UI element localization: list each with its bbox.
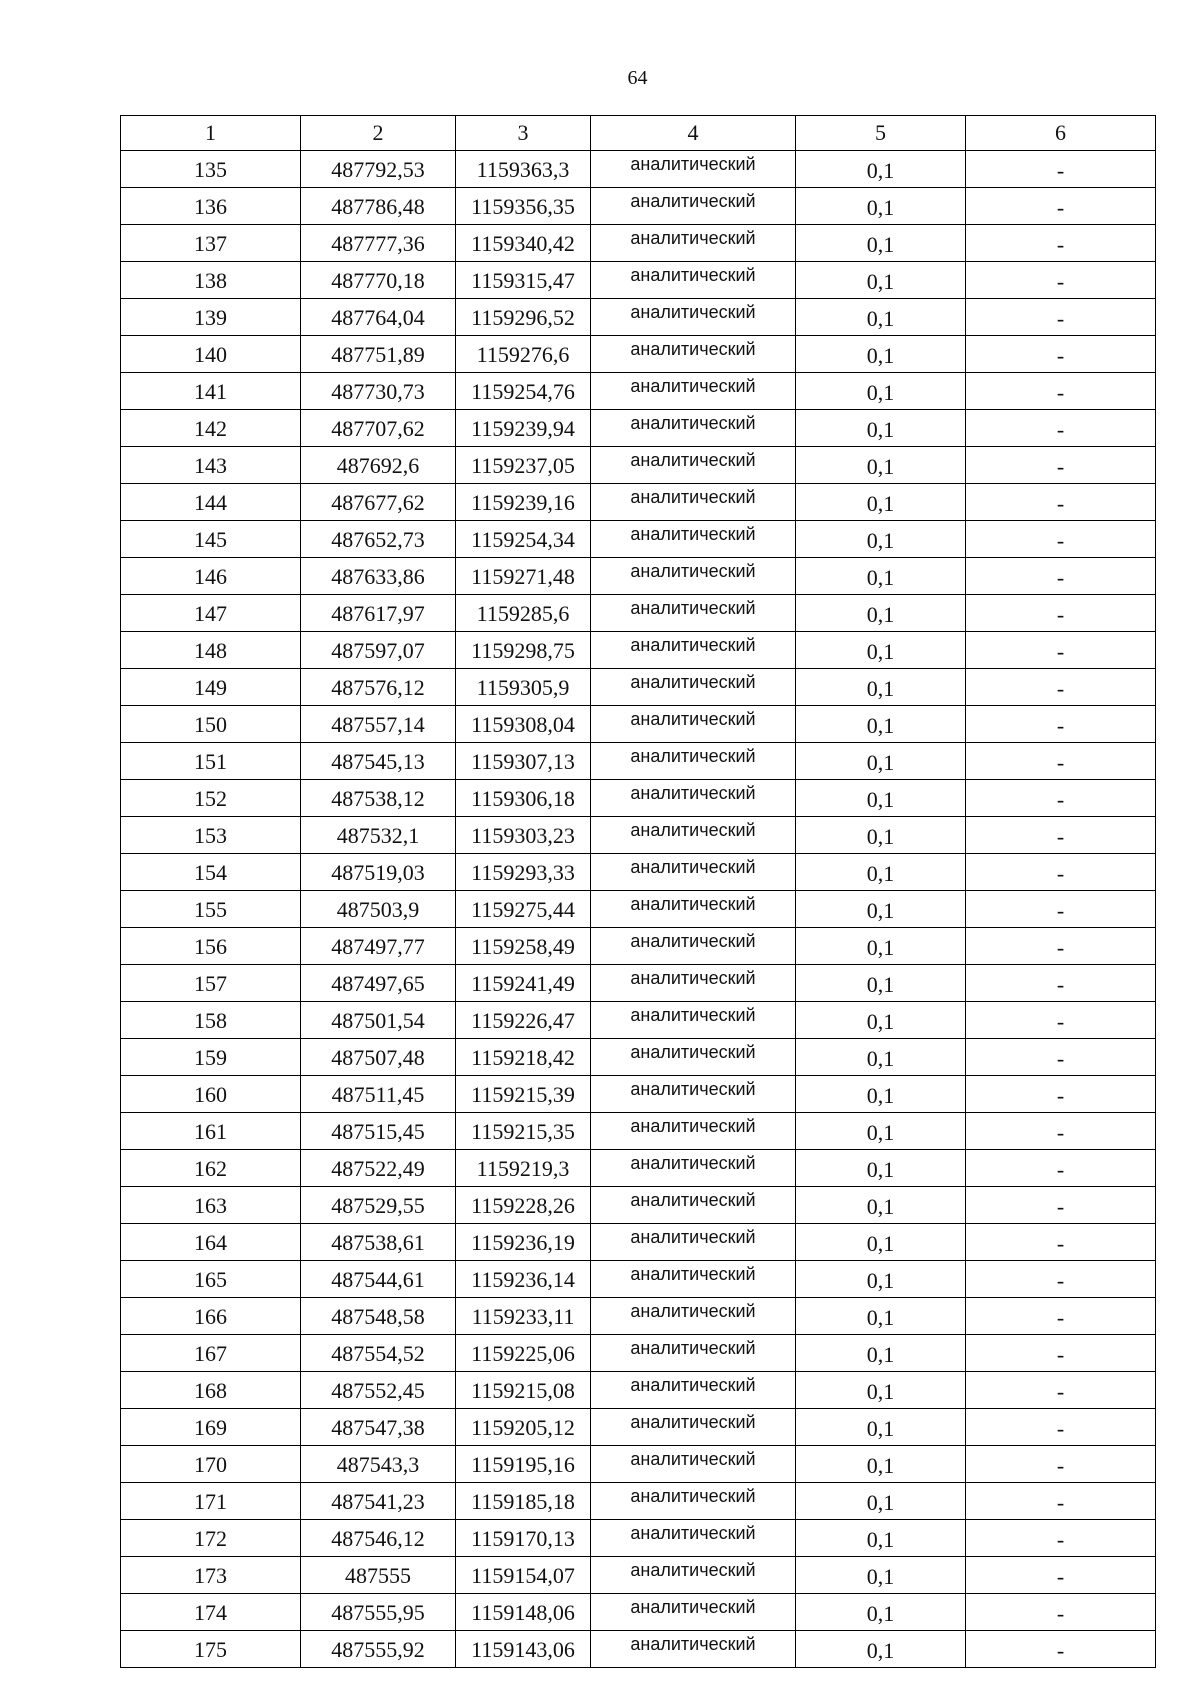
table-cell-col-5: 0,1: [796, 1002, 966, 1039]
table-cell-col-4: аналитический: [591, 891, 796, 928]
table-cell-col-2: 487548,58: [301, 1298, 456, 1335]
table-cell-col-3: 1159205,12: [456, 1409, 591, 1446]
table-cell-col-5: 0,1: [796, 1594, 966, 1631]
table-cell-col-4: аналитический: [591, 1446, 796, 1483]
table-cell-col-5: 0,1: [796, 595, 966, 632]
table-row: [121, 817, 1156, 854]
table-cell-col-2: 487541,23: [301, 1483, 456, 1520]
table-cell-col-4: аналитический: [591, 1298, 796, 1335]
table-cell-col-6: -: [966, 1187, 1156, 1224]
table-cell-col-3: 1159236,19: [456, 1224, 591, 1261]
table-cell-col-2: 487597,07: [301, 632, 456, 669]
table-cell-col-4: аналитический: [591, 928, 796, 965]
table-cell-col-6: -: [966, 817, 1156, 854]
table-cell-col-1: 155: [121, 891, 301, 928]
table-row: [121, 1150, 1156, 1187]
table-cell-col-6: -: [966, 1224, 1156, 1261]
table-cell-col-1: 166: [121, 1298, 301, 1335]
table-cell-col-1: 152: [121, 780, 301, 817]
table-row: [121, 706, 1156, 743]
table-cell-col-2: 487545,13: [301, 743, 456, 780]
table-cell-col-6: -: [966, 1520, 1156, 1557]
table-cell-col-3: 1159293,33: [456, 854, 591, 891]
table-cell-col-1: 161: [121, 1113, 301, 1150]
table-cell-col-1: 151: [121, 743, 301, 780]
table-cell-col-4: аналитический: [591, 299, 796, 336]
table-cell-col-3: 1159356,35: [456, 188, 591, 225]
table-cell-col-6: -: [966, 1113, 1156, 1150]
table-cell-col-1: 136: [121, 188, 301, 225]
table-cell-col-6: -: [966, 891, 1156, 928]
table-cell-col-3: 1159275,44: [456, 891, 591, 928]
table-cell-col-2: 487532,1: [301, 817, 456, 854]
table-cell-col-3: 1159254,76: [456, 373, 591, 410]
table-cell-col-4: аналитический: [591, 595, 796, 632]
table-cell-col-3: 1159148,06: [456, 1594, 591, 1631]
table-cell-col-5: 0,1: [796, 1076, 966, 1113]
table-cell-col-1: 157: [121, 965, 301, 1002]
table-cell-col-3: 1159215,39: [456, 1076, 591, 1113]
table-cell-col-3: 1159143,06: [456, 1631, 591, 1668]
table-cell-col-2: 487547,38: [301, 1409, 456, 1446]
table-cell-col-5: 0,1: [796, 891, 966, 928]
table-cell-col-6: -: [966, 410, 1156, 447]
table-cell-col-5: 0,1: [796, 965, 966, 1002]
table-cell-col-2: 487507,48: [301, 1039, 456, 1076]
table-cell-col-5: 0,1: [796, 484, 966, 521]
table-cell-col-6: -: [966, 188, 1156, 225]
table-cell-col-5: 0,1: [796, 151, 966, 188]
table-header-cell-col-5: 5: [796, 116, 966, 151]
table-cell-col-1: 162: [121, 1150, 301, 1187]
table-row: [121, 928, 1156, 965]
table-cell-col-5: 0,1: [796, 1483, 966, 1520]
table-header-cell-col-4: 4: [591, 116, 796, 151]
table-cell-col-5: 0,1: [796, 1409, 966, 1446]
coordinates-table: [120, 115, 1156, 1668]
table-cell-col-6: -: [966, 780, 1156, 817]
table-cell-col-4: аналитический: [591, 1150, 796, 1187]
table-cell-col-1: 158: [121, 1002, 301, 1039]
table-cell-col-4: аналитический: [591, 188, 796, 225]
table-row: [121, 1298, 1156, 1335]
table-header: [121, 116, 1156, 151]
table-cell-col-4: аналитический: [591, 1594, 796, 1631]
table-cell-col-1: 165: [121, 1261, 301, 1298]
table-cell-col-1: 141: [121, 373, 301, 410]
table-cell-col-6: -: [966, 854, 1156, 891]
table-body: [121, 151, 1156, 1668]
table-cell-col-3: 1159154,07: [456, 1557, 591, 1594]
table-cell-col-3: 1159185,18: [456, 1483, 591, 1520]
table-row: [121, 854, 1156, 891]
table-cell-col-2: 487538,61: [301, 1224, 456, 1261]
table-row: [121, 1039, 1156, 1076]
table-cell-col-4: аналитический: [591, 1409, 796, 1446]
table-row: [121, 1224, 1156, 1261]
table-cell-col-1: 174: [121, 1594, 301, 1631]
table-row: [121, 373, 1156, 410]
table-cell-col-4: аналитический: [591, 1113, 796, 1150]
table-cell-col-2: 487511,45: [301, 1076, 456, 1113]
table-cell-col-4: аналитический: [591, 817, 796, 854]
table-cell-col-6: -: [966, 1557, 1156, 1594]
table-cell-col-3: 1159241,49: [456, 965, 591, 1002]
table-cell-col-3: 1159236,14: [456, 1261, 591, 1298]
table-cell-col-6: -: [966, 1261, 1156, 1298]
table-cell-col-6: -: [966, 1594, 1156, 1631]
table-cell-col-5: 0,1: [796, 743, 966, 780]
table-row: [121, 595, 1156, 632]
table-cell-col-6: -: [966, 447, 1156, 484]
table-cell-col-3: 1159363,3: [456, 151, 591, 188]
table-cell-col-5: 0,1: [796, 1150, 966, 1187]
table-cell-col-3: 1159340,42: [456, 225, 591, 262]
table-cell-col-3: 1159239,16: [456, 484, 591, 521]
table-cell-col-5: 0,1: [796, 817, 966, 854]
table-cell-col-2: 487764,04: [301, 299, 456, 336]
table-cell-col-2: 487730,73: [301, 373, 456, 410]
table-cell-col-6: -: [966, 1076, 1156, 1113]
table-row: [121, 1261, 1156, 1298]
table-row: [121, 632, 1156, 669]
table-cell-col-5: 0,1: [796, 558, 966, 595]
table-cell-col-3: 1159303,23: [456, 817, 591, 854]
table-cell-col-6: -: [966, 965, 1156, 1002]
table-cell-col-5: 0,1: [796, 225, 966, 262]
table-header-row: [121, 116, 1156, 151]
table-cell-col-4: аналитический: [591, 1261, 796, 1298]
table-cell-col-5: 0,1: [796, 1372, 966, 1409]
table-row: [121, 965, 1156, 1002]
table-cell-col-4: аналитический: [591, 743, 796, 780]
table-cell-col-1: 156: [121, 928, 301, 965]
table-cell-col-4: аналитический: [591, 410, 796, 447]
table-cell-col-1: 175: [121, 1631, 301, 1668]
table-cell-col-6: -: [966, 1002, 1156, 1039]
table-cell-col-5: 0,1: [796, 410, 966, 447]
table-cell-col-4: аналитический: [591, 1039, 796, 1076]
table-cell-col-1: 148: [121, 632, 301, 669]
table-cell-col-2: 487522,49: [301, 1150, 456, 1187]
table-cell-col-3: 1159308,04: [456, 706, 591, 743]
table-cell-col-3: 1159239,94: [456, 410, 591, 447]
table-cell-col-2: 487576,12: [301, 669, 456, 706]
table-row: [121, 1520, 1156, 1557]
table-cell-col-4: аналитический: [591, 336, 796, 373]
table-cell-col-6: -: [966, 1150, 1156, 1187]
table-cell-col-1: 145: [121, 521, 301, 558]
table-header-cell-col-3: 3: [456, 116, 591, 151]
table-cell-col-1: 154: [121, 854, 301, 891]
table-cell-col-1: 143: [121, 447, 301, 484]
table-cell-col-5: 0,1: [796, 262, 966, 299]
table-cell-col-1: 144: [121, 484, 301, 521]
table-cell-col-2: 487497,65: [301, 965, 456, 1002]
table-cell-col-4: аналитический: [591, 225, 796, 262]
table-cell-col-6: -: [966, 1335, 1156, 1372]
table-cell-col-1: 163: [121, 1187, 301, 1224]
table-cell-col-1: 146: [121, 558, 301, 595]
table-cell-col-2: 487557,14: [301, 706, 456, 743]
table-cell-col-5: 0,1: [796, 632, 966, 669]
table-cell-col-5: 0,1: [796, 1261, 966, 1298]
table-row: [121, 521, 1156, 558]
table-row: [121, 1076, 1156, 1113]
table-cell-col-5: 0,1: [796, 521, 966, 558]
table-row: [121, 669, 1156, 706]
table-cell-col-4: аналитический: [591, 965, 796, 1002]
table-cell-col-5: 0,1: [796, 336, 966, 373]
table-cell-col-6: -: [966, 928, 1156, 965]
table-cell-col-6: -: [966, 1039, 1156, 1076]
table-cell-col-1: 147: [121, 595, 301, 632]
table-cell-col-3: 1159271,48: [456, 558, 591, 595]
table-cell-col-4: аналитический: [591, 1187, 796, 1224]
table-cell-col-2: 487543,3: [301, 1446, 456, 1483]
table-cell-col-2: 487692,6: [301, 447, 456, 484]
table-row: [121, 1372, 1156, 1409]
table-cell-col-3: 1159225,06: [456, 1335, 591, 1372]
table-cell-col-3: 1159307,13: [456, 743, 591, 780]
table-cell-col-6: -: [966, 1298, 1156, 1335]
table-cell-col-4: аналитический: [591, 447, 796, 484]
table-cell-col-2: 487792,53: [301, 151, 456, 188]
table-cell-col-3: 1159258,49: [456, 928, 591, 965]
table-cell-col-3: 1159285,6: [456, 595, 591, 632]
table-cell-col-4: аналитический: [591, 1631, 796, 1668]
table-row: [121, 891, 1156, 928]
table-cell-col-6: -: [966, 1372, 1156, 1409]
table-cell-col-2: 487503,9: [301, 891, 456, 928]
table-cell-col-1: 142: [121, 410, 301, 447]
table-cell-col-4: аналитический: [591, 1224, 796, 1261]
table-cell-col-2: 487770,18: [301, 262, 456, 299]
table-cell-col-3: 1159195,16: [456, 1446, 591, 1483]
table-cell-col-4: аналитический: [591, 632, 796, 669]
table-cell-col-3: 1159306,18: [456, 780, 591, 817]
table-cell-col-1: 159: [121, 1039, 301, 1076]
table-cell-col-2: 487677,62: [301, 484, 456, 521]
table-cell-col-5: 0,1: [796, 1520, 966, 1557]
table-cell-col-2: 487497,77: [301, 928, 456, 965]
table-cell-col-4: аналитический: [591, 1483, 796, 1520]
table-cell-col-5: 0,1: [796, 1298, 966, 1335]
table-cell-col-5: 0,1: [796, 706, 966, 743]
table-cell-col-1: 137: [121, 225, 301, 262]
table-row: [121, 336, 1156, 373]
table-row: [121, 188, 1156, 225]
table-cell-col-5: 0,1: [796, 928, 966, 965]
table-cell-col-3: 1159215,35: [456, 1113, 591, 1150]
table-row: [121, 1409, 1156, 1446]
table-cell-col-2: 487786,48: [301, 188, 456, 225]
table-cell-col-5: 0,1: [796, 1039, 966, 1076]
table-cell-col-2: 487552,45: [301, 1372, 456, 1409]
table-cell-col-2: 487617,97: [301, 595, 456, 632]
table-cell-col-2: 487529,55: [301, 1187, 456, 1224]
table-cell-col-2: 487555,92: [301, 1631, 456, 1668]
table-cell-col-2: 487554,52: [301, 1335, 456, 1372]
table-cell-col-1: 172: [121, 1520, 301, 1557]
table-cell-col-2: 487707,62: [301, 410, 456, 447]
table-cell-col-6: -: [966, 1631, 1156, 1668]
table-cell-col-3: 1159315,47: [456, 262, 591, 299]
table-cell-col-2: 487633,86: [301, 558, 456, 595]
table-cell-col-6: -: [966, 669, 1156, 706]
table-cell-col-2: 487544,61: [301, 1261, 456, 1298]
table-cell-col-1: 167: [121, 1335, 301, 1372]
table-header-cell-col-2: 2: [301, 116, 456, 151]
table-cell-col-4: аналитический: [591, 706, 796, 743]
table-cell-col-4: аналитический: [591, 262, 796, 299]
table-cell-col-5: 0,1: [796, 1446, 966, 1483]
table-row: [121, 780, 1156, 817]
table-cell-col-6: -: [966, 706, 1156, 743]
table-header-cell-col-6: 6: [966, 116, 1156, 151]
table-cell-col-3: 1159237,05: [456, 447, 591, 484]
table-cell-col-1: 150: [121, 706, 301, 743]
table-cell-col-1: 171: [121, 1483, 301, 1520]
table-cell-col-1: 135: [121, 151, 301, 188]
table-row: [121, 151, 1156, 188]
table-cell-col-4: аналитический: [591, 558, 796, 595]
table-cell-col-1: 140: [121, 336, 301, 373]
table-cell-col-5: 0,1: [796, 1224, 966, 1261]
table-cell-col-1: 173: [121, 1557, 301, 1594]
table-row: [121, 1483, 1156, 1520]
table-row: [121, 484, 1156, 521]
table-cell-col-5: 0,1: [796, 1187, 966, 1224]
table-cell-col-3: 1159215,08: [456, 1372, 591, 1409]
table-cell-col-4: аналитический: [591, 669, 796, 706]
table-cell-col-1: 160: [121, 1076, 301, 1113]
table-cell-col-2: 487652,73: [301, 521, 456, 558]
table-row: [121, 262, 1156, 299]
table-cell-col-5: 0,1: [796, 188, 966, 225]
table-cell-col-2: 487751,89: [301, 336, 456, 373]
table-cell-col-5: 0,1: [796, 1631, 966, 1668]
table-row: [121, 1557, 1156, 1594]
table-cell-col-5: 0,1: [796, 1557, 966, 1594]
table-cell-col-4: аналитический: [591, 484, 796, 521]
table-cell-col-2: 487501,54: [301, 1002, 456, 1039]
table-cell-col-1: 168: [121, 1372, 301, 1409]
table-cell-col-1: 153: [121, 817, 301, 854]
table-cell-col-3: 1159298,75: [456, 632, 591, 669]
table-cell-col-4: аналитический: [591, 373, 796, 410]
table-cell-col-5: 0,1: [796, 780, 966, 817]
table-cell-col-5: 0,1: [796, 854, 966, 891]
table-cell-col-1: 164: [121, 1224, 301, 1261]
table-cell-col-6: -: [966, 595, 1156, 632]
table-cell-col-2: 487777,36: [301, 225, 456, 262]
table-cell-col-3: 1159233,11: [456, 1298, 591, 1335]
table-row: [121, 410, 1156, 447]
table-cell-col-3: 1159218,42: [456, 1039, 591, 1076]
table-cell-col-6: -: [966, 521, 1156, 558]
table-cell-col-6: -: [966, 484, 1156, 521]
table-cell-col-6: -: [966, 743, 1156, 780]
table-row: [121, 743, 1156, 780]
table-cell-col-4: аналитический: [591, 780, 796, 817]
table-cell-col-4: аналитический: [591, 1076, 796, 1113]
table-cell-col-1: 169: [121, 1409, 301, 1446]
table-row: [121, 1187, 1156, 1224]
table-cell-col-6: -: [966, 558, 1156, 595]
table-row: [121, 558, 1156, 595]
table-row: [121, 1446, 1156, 1483]
table-cell-col-1: 139: [121, 299, 301, 336]
table-cell-col-4: аналитический: [591, 1520, 796, 1557]
table-cell-col-2: 487546,12: [301, 1520, 456, 1557]
table-row: [121, 1002, 1156, 1039]
table-cell-col-6: -: [966, 1409, 1156, 1446]
table-cell-col-2: 487515,45: [301, 1113, 456, 1150]
table-cell-col-1: 149: [121, 669, 301, 706]
table-row: [121, 447, 1156, 484]
table-cell-col-3: 1159170,13: [456, 1520, 591, 1557]
table-cell-col-3: 1159219,3: [456, 1150, 591, 1187]
table-cell-col-5: 0,1: [796, 373, 966, 410]
table-cell-col-5: 0,1: [796, 669, 966, 706]
table-row: [121, 299, 1156, 336]
table-row: [121, 1594, 1156, 1631]
table-cell-col-4: аналитический: [591, 521, 796, 558]
table-cell-col-4: аналитический: [591, 1372, 796, 1409]
table-cell-col-3: 1159276,6: [456, 336, 591, 373]
table-header-cell-col-1: 1: [121, 116, 301, 151]
page-number: 64: [627, 67, 648, 89]
table-cell-col-1: 170: [121, 1446, 301, 1483]
table-row: [121, 225, 1156, 262]
table-cell-col-4: аналитический: [591, 1002, 796, 1039]
table-row: [121, 1113, 1156, 1150]
table-cell-col-3: 1159226,47: [456, 1002, 591, 1039]
table-cell-col-2: 487519,03: [301, 854, 456, 891]
table-cell-col-6: -: [966, 225, 1156, 262]
table-cell-col-5: 0,1: [796, 1113, 966, 1150]
table-cell-col-6: -: [966, 151, 1156, 188]
table-cell-col-3: 1159228,26: [456, 1187, 591, 1224]
table-cell-col-1: 138: [121, 262, 301, 299]
table-cell-col-2: 487555: [301, 1557, 456, 1594]
table-cell-col-6: -: [966, 373, 1156, 410]
table-cell-col-4: аналитический: [591, 151, 796, 188]
table-cell-col-4: аналитический: [591, 854, 796, 891]
table-row: [121, 1631, 1156, 1668]
table-cell-col-3: 1159254,34: [456, 521, 591, 558]
table-cell-col-6: -: [966, 1483, 1156, 1520]
table-cell-col-6: -: [966, 262, 1156, 299]
table-row: [121, 1335, 1156, 1372]
table-cell-col-6: -: [966, 1446, 1156, 1483]
table-cell-col-6: -: [966, 299, 1156, 336]
table-cell-col-2: 487538,12: [301, 780, 456, 817]
table-cell-col-4: аналитический: [591, 1335, 796, 1372]
table-cell-col-3: 1159305,9: [456, 669, 591, 706]
table-cell-col-3: 1159296,52: [456, 299, 591, 336]
table-cell-col-2: 487555,95: [301, 1594, 456, 1631]
table-cell-col-5: 0,1: [796, 1335, 966, 1372]
table-cell-col-6: -: [966, 632, 1156, 669]
table-cell-col-5: 0,1: [796, 299, 966, 336]
table-cell-col-4: аналитический: [591, 1557, 796, 1594]
table-cell-col-6: -: [966, 336, 1156, 373]
table-cell-col-5: 0,1: [796, 447, 966, 484]
